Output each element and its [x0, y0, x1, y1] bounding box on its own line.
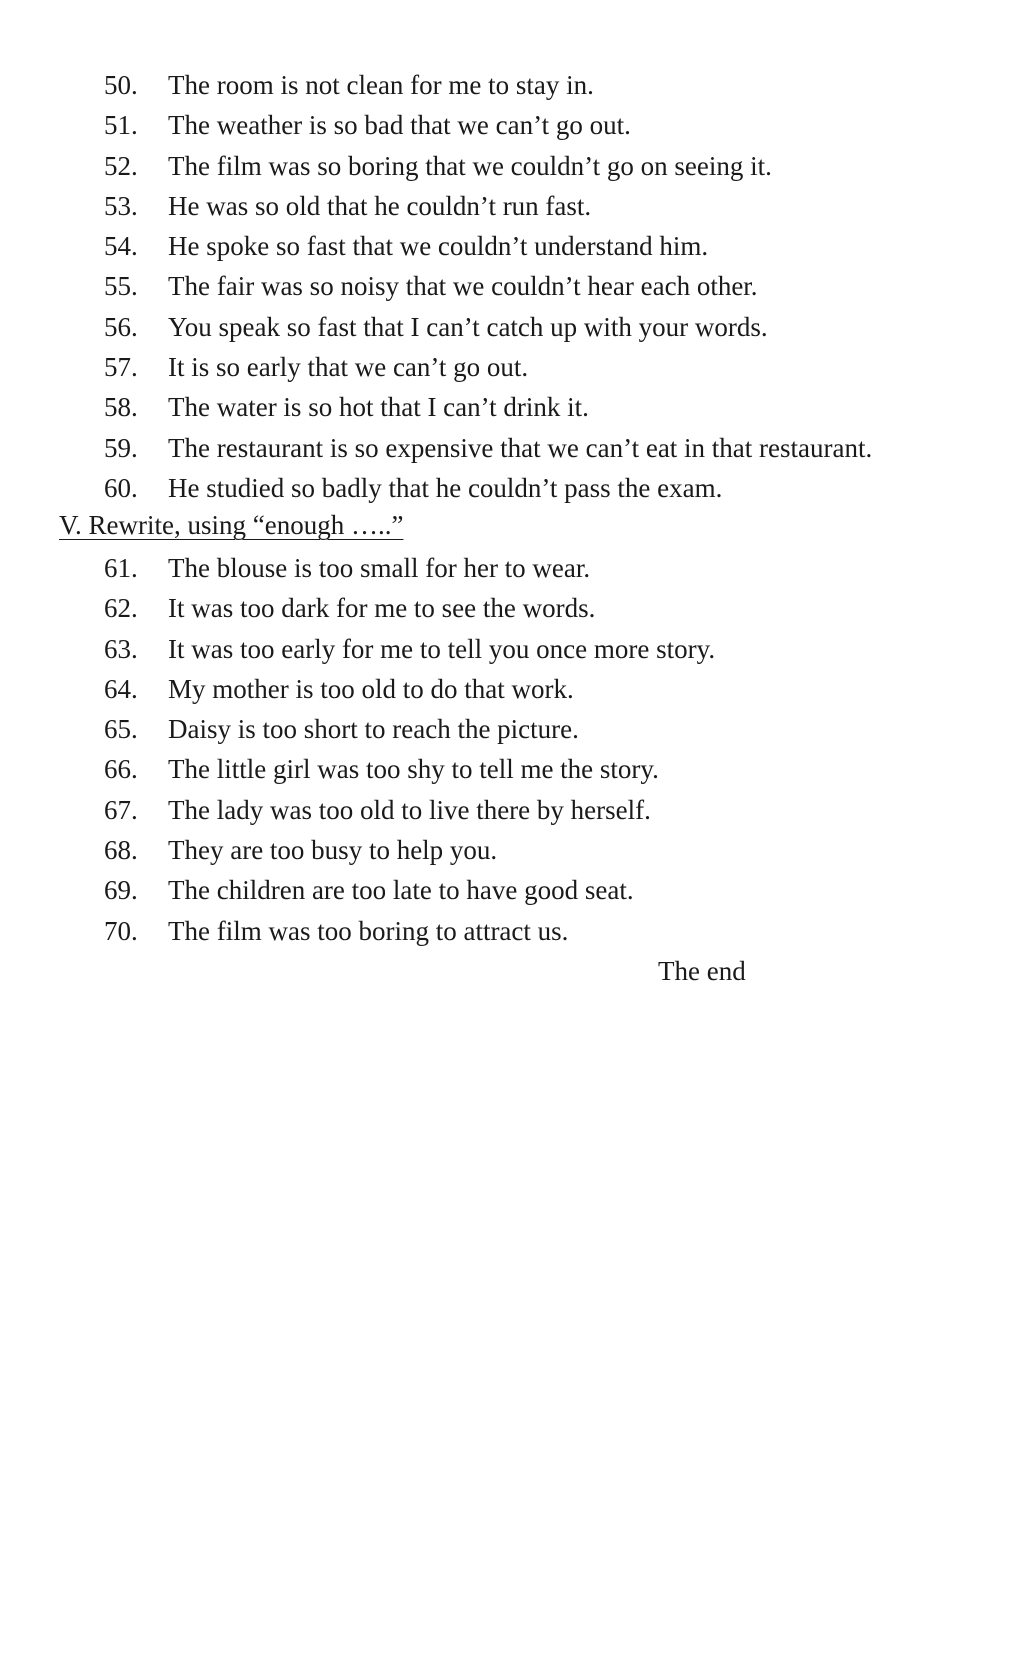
- exercise-item: [0, 870, 1024, 910]
- item-text: They are too busy to help you.: [168, 835, 498, 866]
- item-number: 69.: [104, 875, 138, 906]
- exercise-item: [0, 669, 1024, 709]
- exercise-item: [0, 65, 1024, 105]
- item-number: 55.: [104, 271, 138, 302]
- item-text: The restaurant is so expensive that we can’t eat in that restaurant.: [168, 432, 873, 463]
- exercise-item: [0, 790, 1024, 830]
- item-text: Daisy is too short to reach the picture.: [168, 714, 579, 745]
- item-number: 54.: [104, 231, 138, 262]
- exercise-item: [0, 830, 1024, 870]
- exercise-item: [0, 347, 1024, 387]
- exercise-item: [0, 911, 1024, 951]
- item-number: 59.: [104, 432, 138, 463]
- item-text: The fair was so noisy that we couldn’t hear each other.: [168, 271, 758, 302]
- item-text: The film was so boring that we couldn’t go on seeing it.: [168, 150, 772, 181]
- item-text: The little girl was too shy to tell me the story.: [168, 754, 659, 785]
- exercise-item: [0, 548, 1024, 588]
- exercise-item: [0, 146, 1024, 186]
- exercise-item: [0, 588, 1024, 628]
- item-number: 53.: [104, 190, 138, 221]
- exercise-list-iv: [0, 65, 1024, 508]
- item-number: 67.: [104, 794, 138, 825]
- item-number: 57.: [104, 352, 138, 383]
- item-number: 65.: [104, 714, 138, 745]
- exercise-item: [0, 749, 1024, 789]
- item-number: 50.: [104, 70, 138, 100]
- exercise-item: [0, 105, 1024, 145]
- item-text: The children are too late to have good seat.: [168, 875, 634, 906]
- item-number: 68.: [104, 835, 138, 866]
- item-text: The weather is so bad that we can’t go out.: [168, 110, 631, 141]
- exercise-item: [0, 307, 1024, 347]
- item-number: 70.: [104, 915, 138, 946]
- item-number: 58.: [104, 392, 138, 423]
- item-text: He spoke so fast that we couldn’t understand him.: [168, 231, 709, 262]
- item-text: He was so old that he couldn’t run fast.: [168, 190, 592, 221]
- item-text: The room is not clean for me to stay in.: [168, 70, 594, 100]
- item-text: It is so early that we can’t go out.: [168, 352, 529, 383]
- item-text: My mother is too old to do that work.: [168, 673, 574, 704]
- exercise-item: [0, 629, 1024, 669]
- item-number: 52.: [104, 150, 138, 181]
- exercise-item: [0, 387, 1024, 427]
- item-number: 60.: [104, 472, 138, 503]
- item-text: The blouse is too small for her to wear.: [168, 553, 591, 583]
- item-number: 56.: [104, 311, 138, 342]
- item-text: The lady was too old to live there by herself.: [168, 794, 651, 825]
- item-text: The water is so hot that I can’t drink it.: [168, 392, 589, 423]
- item-number: 61.: [104, 553, 138, 583]
- item-text: You speak so fast that I can’t catch up with your words.: [168, 311, 768, 342]
- item-text: The film was too boring to attract us.: [168, 915, 569, 946]
- exercise-item: [0, 428, 1024, 468]
- item-number: 63.: [104, 633, 138, 664]
- exercise-item: [0, 266, 1024, 306]
- exercise-item: [0, 468, 1024, 508]
- exercise-item: [0, 226, 1024, 266]
- end-marker: The end: [658, 956, 746, 986]
- item-text: He studied so badly that he couldn’t pass the exam.: [168, 472, 723, 503]
- item-text: It was too dark for me to see the words.: [168, 593, 596, 624]
- section-heading: V. Rewrite, using “enough …..”: [59, 510, 404, 540]
- exercise-list-v: [0, 548, 1024, 951]
- item-number: 62.: [104, 593, 138, 624]
- item-number: 66.: [104, 754, 138, 785]
- exercise-item: [0, 186, 1024, 226]
- item-text: It was too early for me to tell you once more story.: [168, 633, 716, 664]
- item-number: 64.: [104, 673, 138, 704]
- exercise-item: [0, 709, 1024, 749]
- item-number: 51.: [104, 110, 138, 141]
